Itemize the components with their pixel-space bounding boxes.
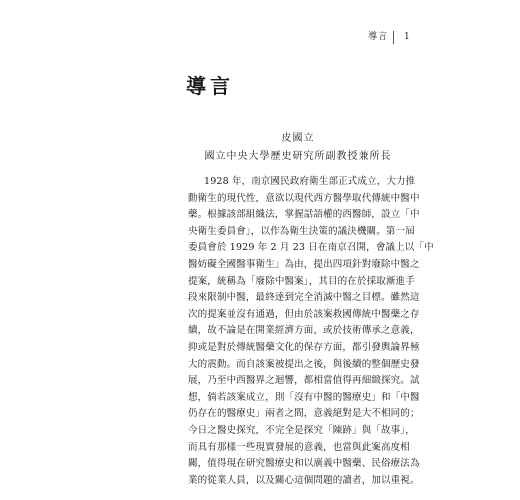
body-line: 業的從業人員，以及關心這個問題的讀者，加以重視。 bbox=[188, 474, 420, 486]
body-line: 而具有那樣一些現實發展的意義，也當與此案高度相 bbox=[188, 441, 410, 453]
body-line: 次的提案並沒有通過，但由於該案救國傳統中醫藥之存 bbox=[188, 308, 420, 320]
author-name: 皮國立 bbox=[281, 133, 315, 144]
running-head-title: 導言 bbox=[368, 32, 389, 42]
body-line: 委員會於 1929 年 2 月 23 日在南京召開，會議上以「中 bbox=[188, 242, 434, 254]
body-line: 續，故不論是在開業經濟方面，或於技術傳承之意義， bbox=[188, 325, 420, 337]
body-line: 央衛生委員會」，以作為衛生決策的議決機關。第一屆 bbox=[188, 225, 415, 237]
body-paragraph bbox=[188, 174, 434, 489]
page-number: 1 bbox=[404, 32, 410, 42]
chapter-title: 導言 bbox=[186, 74, 234, 98]
body-line: 1928 年，南京國民政府衛生部正式成立，大力推 bbox=[204, 176, 416, 187]
body-line: 提案，統稱為「廢除中醫案」，其目的在於採取漸進手 bbox=[188, 275, 415, 287]
running-head bbox=[0, 31, 520, 45]
body-line: 抑或是對於傳統醫藥文化的保存方面，都引發輿論界極 bbox=[188, 341, 420, 353]
body-line: 今日之醫史探究，不完全是探究「陳跡」與「故事」， bbox=[188, 424, 415, 436]
body-line: 展，乃至中西醫界之迴響，都相當值得再細緻探究。試 bbox=[188, 375, 420, 387]
running-head-divider bbox=[393, 31, 394, 44]
body-line: 想，倘若該案成立，則「沒有中醫的醫療史」和「中醫 bbox=[188, 391, 420, 403]
body-line: 段來限制中醫，最終達到完全消滅中醫之目標。雖然這 bbox=[188, 292, 420, 304]
body-line: 關，值得現在研究醫療史和以廣義中醫藥、民俗療法為 bbox=[188, 458, 420, 470]
body-line: 藥。根據該部組織法，掌握話語權的西醫師，設立「中 bbox=[188, 209, 420, 221]
author-affiliation: 國立中央大學歷史研究所副教授兼所長 bbox=[204, 151, 392, 162]
body-line: 仍存在的醫療史」兩者之間，意義絕對是大不相同的； bbox=[188, 408, 420, 420]
body-line: 醫妨礙全國醫事衛生」為由，提出四項針對廢除中醫之 bbox=[188, 258, 420, 270]
author-block bbox=[0, 131, 520, 165]
body-line: 動衛生的現代性，意欲以現代西方醫學取代傳統中醫中 bbox=[188, 192, 420, 204]
body-line: 大的震動。而自該案被提出之後，與後續的整個歷史發 bbox=[188, 358, 420, 370]
